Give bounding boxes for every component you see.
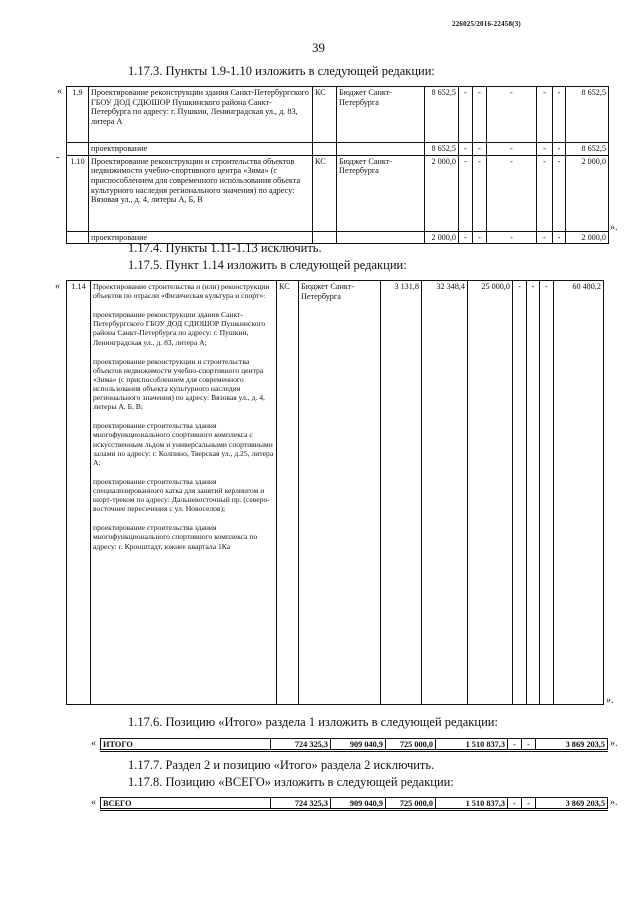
table-item-1-14 — [66, 280, 604, 705]
value-cell: - — [522, 739, 536, 751]
table-row — [101, 739, 608, 751]
value-cell: 724 325,3 — [271, 739, 331, 751]
margin-dash: - — [56, 152, 60, 163]
heading-1-17-5: 1.17.5. Пункт 1.14 изложить в следующей редакции: — [128, 258, 407, 272]
value-cell: 724 325,3 — [271, 798, 331, 810]
row-source: Бюджет Санкт-Петербурга — [337, 87, 425, 143]
value-cell: 2 000,0 — [425, 231, 459, 244]
value-cell: - — [487, 155, 537, 231]
table-vsego — [100, 797, 608, 811]
value-cell: - — [553, 231, 566, 244]
value-cell: 909 040,9 — [331, 798, 386, 810]
value-cell: - — [508, 739, 522, 751]
value-cell: - — [553, 143, 566, 156]
value-cell: - — [537, 87, 553, 143]
open-quote: « — [57, 86, 62, 97]
value-cell: 909 040,9 — [331, 739, 386, 751]
value-cell: - — [459, 87, 473, 143]
value-cell: - — [459, 143, 473, 156]
page-number: 39 — [312, 40, 325, 55]
value-cell: - — [487, 231, 537, 244]
value-cell: 8 652,5 — [425, 87, 459, 143]
row-type: КС — [313, 87, 337, 143]
value-cell: - — [537, 231, 553, 244]
description-part: проектирование реконструкции и строительства объектов недвижимости учебно-спортивного центра «Зима» (с приспособлением для современного использования объекта культурного наследия регионального значения) по адресу: Вязовая ул., д. 4, литеры А, Б, В; — [93, 356, 265, 412]
total-cell: 2 000,0 — [566, 231, 609, 244]
heading-1-17-6: 1.17.6. Позицию «Итого» раздела 1 изложить в следующей редакции: — [128, 715, 498, 729]
row-label: ИТОГО — [101, 739, 271, 751]
table-items-1-9-1-10 — [66, 86, 609, 244]
value-cell: - — [473, 231, 487, 244]
value-cell: 1 510 837,3 — [436, 798, 508, 810]
table-row — [101, 798, 608, 810]
close-quote: ». — [610, 738, 618, 749]
description-part: проектирование строительства здания многофункционального спортивного комплекса по адресу: г. Кронштадт, южнее квартала 1Ка — [93, 523, 258, 551]
row-description: Проектирование реконструкции здания Санкт-Петербургского ГБОУ ДОД СДЮШОР Пушкинского района Санкт-Петербурга по адресу: г. Пушкин, Ленинградская ул., д. 83, литера А — [89, 87, 313, 143]
total-cell: 3 869 203,5 — [536, 739, 608, 751]
row-source: Бюджет Санкт-Петербурга — [337, 155, 425, 231]
value-cell: - — [508, 798, 522, 810]
row-description — [91, 281, 277, 705]
row-number: 1.9 — [67, 87, 89, 143]
table-row — [67, 87, 609, 143]
table-row — [67, 143, 609, 156]
total-cell: 60 480,2 — [554, 281, 604, 705]
row-number: 1.10 — [67, 155, 89, 231]
row-type: КС — [313, 155, 337, 231]
value-cell: 8 652,5 — [425, 143, 459, 156]
row-sublabel: проектирование — [89, 231, 313, 244]
value-cell: - — [527, 281, 540, 705]
value-cell: - — [459, 155, 473, 231]
table-row — [67, 155, 609, 231]
value-cell: - — [473, 143, 487, 156]
value-cell: 32 348,4 — [422, 281, 468, 705]
total-cell: 3 869 203,5 — [536, 798, 608, 810]
close-quote: ». — [610, 222, 618, 233]
row-type: КС — [277, 281, 299, 705]
value-cell: 2 000,0 — [425, 155, 459, 231]
value-cell: - — [487, 143, 537, 156]
table-row — [67, 281, 604, 705]
value-cell: 1 510 837,3 — [436, 739, 508, 751]
row-source: Бюджет Санкт-Петербурга — [299, 281, 381, 705]
value-cell: 3 131,8 — [381, 281, 422, 705]
total-cell: 2 000,0 — [566, 155, 609, 231]
heading-1-17-4: 1.17.4. Пункты 1.11-1.13 исключить. — [128, 241, 322, 255]
description-part: проектирование строительства здания специализированного катка для занятий керлингом и шорт-треком по адресу: Дальневосточный пр. (северо-восточнее пересечения с ул. Новоселов); — [93, 476, 270, 514]
description-part: проектирование строительства здания многофункционального спортивного комплекса с искусственным льдом и универсальными спортивными залами по адресу: г. Колпино, Тверская ул., д.25, литера А; — [93, 421, 274, 467]
document-number: 226025/2016-22458(3) — [452, 20, 521, 28]
value-cell: - — [553, 155, 566, 231]
value-cell: - — [540, 281, 554, 705]
value-cell: 725 000,0 — [386, 739, 436, 751]
value-cell: - — [459, 231, 473, 244]
heading-1-17-7: 1.17.7. Раздел 2 и позицию «Итого» раздела 2 исключить. — [128, 758, 435, 772]
value-cell: - — [487, 87, 537, 143]
value-cell: - — [473, 155, 487, 231]
heading-1-17-8: 1.17.8. Позицию «ВСЕГО» изложить в следующей редакции: — [128, 775, 454, 789]
description-part: проектирование реконструкции здания Санкт-Петербургского ГБОУ ДОД СДЮШОР Пушкинского района Санкт-Петербурга по адресу: г. Пушкин, Ленинградская ул., д. 83, литера А; — [93, 310, 266, 347]
total-cell: 8 652,5 — [566, 87, 609, 143]
description-part: Проектирование строительства и (или) реконструкции объектов по отрасли «Физическая культура и спорт»: — [93, 282, 270, 301]
total-cell: 8 652,5 — [566, 143, 609, 156]
value-cell: 725 000,0 — [386, 798, 436, 810]
value-cell: - — [473, 87, 487, 143]
value-cell: - — [513, 281, 527, 705]
close-quote: ». — [606, 695, 614, 706]
heading-1-17-3: 1.17.3. Пункты 1.9-1.10 изложить в следующей редакции: — [128, 64, 435, 78]
value-cell: - — [537, 143, 553, 156]
open-quote: « — [91, 797, 96, 808]
value-cell: - — [553, 87, 566, 143]
value-cell: - — [522, 798, 536, 810]
row-number: 1.14 — [67, 281, 91, 705]
close-quote: ». — [610, 797, 618, 808]
row-label: ВСЕГО — [101, 798, 271, 810]
open-quote: « — [91, 738, 96, 749]
value-cell: - — [537, 155, 553, 231]
row-sublabel: проектирование — [89, 143, 313, 156]
open-quote: « — [55, 281, 60, 292]
table-itogo — [100, 738, 608, 752]
row-description: Проектирование реконструкции и строительства объектов недвижимости учебно-спортивного центра «Зима» (с приспособлением для современного использования объекта культурного наследия регионального значения) по адресу: Вязовая ул., д. 4, литеры А, Б, В — [89, 155, 313, 231]
value-cell: 25 000,0 — [468, 281, 513, 705]
